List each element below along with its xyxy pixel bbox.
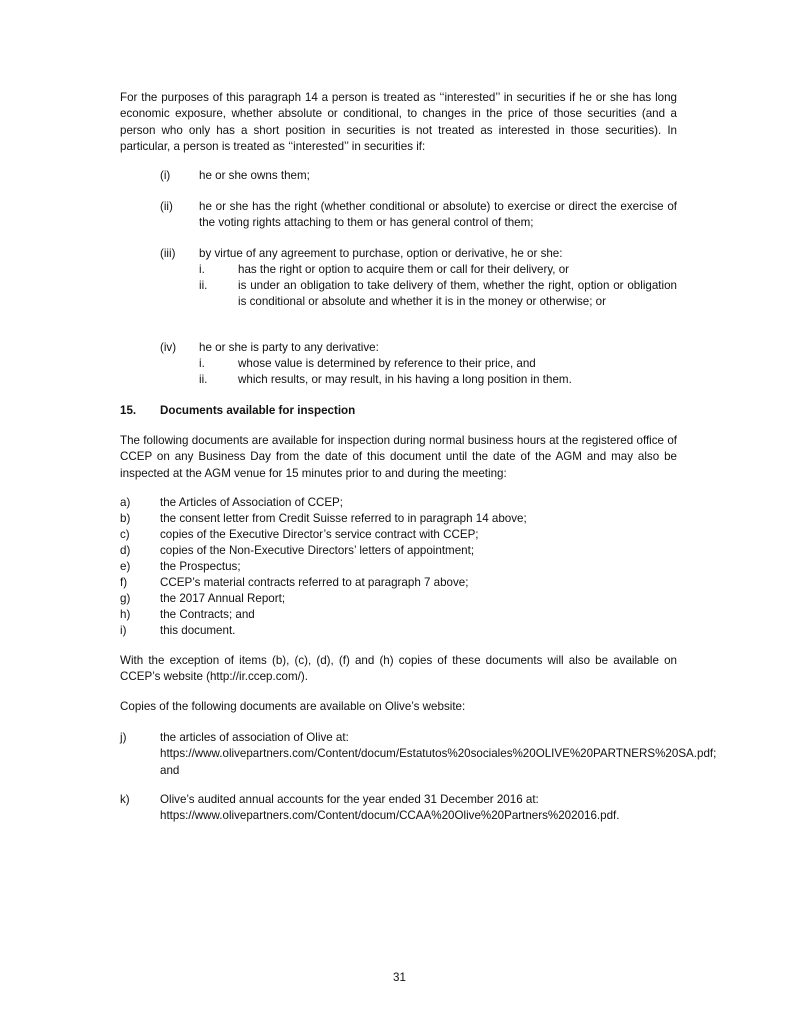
section-number: 15. — [120, 404, 137, 417]
document-text: the Contracts; and — [160, 608, 255, 621]
document-description: the articles of association of Olive at: — [160, 731, 349, 744]
document-letter: f) — [120, 576, 128, 589]
document-text: the Prospectus; — [160, 560, 241, 573]
document-text: copies of the Non-Executive Directors’ letters of appointment; — [160, 544, 475, 557]
interest-number: (ii) — [160, 200, 173, 213]
subitem-number: i. — [199, 263, 205, 276]
document-text: the Articles of Association of CCEP; — [160, 496, 344, 509]
document-letter: d) — [120, 544, 131, 557]
document-text: copies of the Executive Director’s service contract with CCEP; — [160, 528, 479, 541]
subitem-text: which results, or may result, in his having a long position in them. — [238, 373, 572, 386]
document-letter: b) — [120, 512, 131, 525]
exception-paragraph: With the exception of items (b), (c), (d), (f) and (h) copies of these documents will also be available on CCEP’s website (http://ir.ccep.com/). — [120, 654, 677, 684]
interest-number: (iii) — [160, 247, 176, 260]
subitem-number: ii. — [199, 373, 208, 386]
document-text: the consent letter from Credit Suisse referred to in paragraph 14 above; — [160, 512, 527, 525]
document-letter: e) — [120, 560, 131, 573]
document-letter: k) — [120, 793, 130, 806]
subitem-text: has the right or option to acquire them or call for their delivery, or — [238, 263, 570, 276]
interest-text: he or she has the right (whether conditional or absolute) to exercise or direct the exercise of the voting rights attaching to them or has general control of them; — [199, 200, 677, 230]
interest-text: by virtue of any agreement to purchase, option or derivative, he or she: — [199, 247, 563, 260]
document-description: Olive’s audited annual accounts for the year ended 31 December 2016 at: — [160, 793, 539, 806]
intro-paragraph: For the purposes of this paragraph 14 a person is treated as ‘‘interested’’ in securities if he or she has long economic exposure, whether absolute or conditional, to changes in the price of those securities (and a person who only has a short position in securities is not treated as interested in those securities). In particular, a person is treated as ‘‘interested’’ in securities if: — [120, 91, 677, 154]
document-letter: a) — [120, 496, 131, 509]
document-text: this document. — [160, 624, 236, 637]
document-letter: i) — [120, 624, 127, 637]
document-url[interactable]: https://www.olivepartners.com/Content/docum/Estatutos%20sociales%20OLIVE%20PARTNERS%20SA.pdf; — [160, 747, 717, 761]
document-letter: h) — [120, 608, 131, 621]
page-number: 31 — [393, 971, 406, 984]
document-conjunction: and — [160, 763, 180, 777]
document-letter: c) — [120, 528, 130, 541]
document-text: CCEP’s material contracts referred to at paragraph 7 above; — [160, 576, 469, 589]
olive-document-text — [160, 730, 760, 779]
olive-intro-paragraph: Copies of the following documents are available on Olive’s website: — [120, 700, 466, 713]
interest-number: (iv) — [160, 341, 177, 354]
subitem-number: ii. — [199, 279, 208, 292]
olive-document-text — [160, 792, 760, 825]
document-letter: g) — [120, 592, 131, 605]
interest-text: he or she is party to any derivative: — [199, 341, 379, 354]
inspection-intro-paragraph: The following documents are available for inspection during normal business hours at the registered office of CCEP on any Business Day from the date of this document until the date of the AGM and may also be inspected at the AGM venue for 15 minutes prior to and during the meeting: — [120, 434, 677, 480]
subitem-number: i. — [199, 357, 205, 370]
document-letter: j) — [120, 731, 127, 744]
subitem-text: is under an obligation to take delivery of them, whether the right, option or obligation is conditional or absolute and whether it is in the money or otherwise; or — [238, 279, 677, 309]
document-url[interactable]: https://www.olivepartners.com/Content/docum/CCAA%20Olive%20Partners%202016.pdf. — [160, 809, 620, 823]
interest-number: (i) — [160, 169, 171, 182]
document-text: the 2017 Annual Report; — [160, 592, 286, 605]
section-title: Documents available for inspection — [160, 404, 356, 417]
subitem-text: whose value is determined by reference to their price, and — [238, 357, 536, 370]
interest-text: he or she owns them; — [199, 169, 310, 182]
